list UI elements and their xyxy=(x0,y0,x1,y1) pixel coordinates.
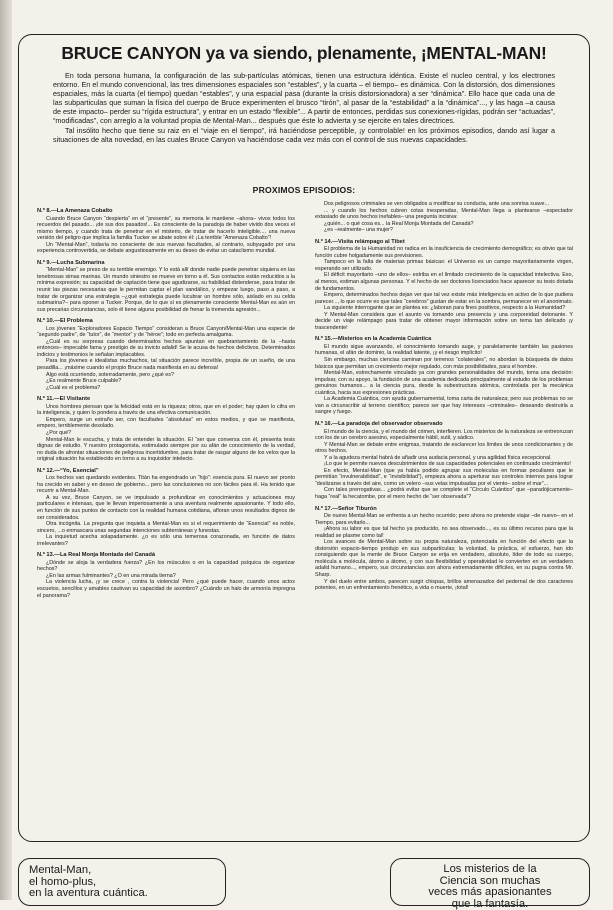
episode-paragraph: Los jóvenes “Exploradores Espacio Tiempo” consideran a Bruce Canyon/Mental-Man una especie de “segundo padre”, de “tutor”, de “mentor” y de “héroe”; todo en perfecta amalgama. xyxy=(37,325,295,339)
left-column xyxy=(37,208,295,604)
episode-heading: N.º 10.—El Problema xyxy=(37,318,93,325)
bottom-right-line: Los misterios de la xyxy=(443,863,537,875)
episode-paragraph: Los hechos van quedando evidentes. Titán ha engendrado un “hijo”: esencia pura. El nuevo ser pronto ha crecido en saber y en deseo de gobierno... pero las conclusiones no son fáciles para él. Ha tenido que recurrir a Mental-Man. xyxy=(37,475,295,495)
episode-paragraph: ¡Lo que le permite nuevos descubrimientos de sus capacidades potenciales en continuado crecimiento! xyxy=(324,461,571,468)
episode-paragraph: De nuevo Mental-Man se enfrenta a un hecho ocurrido; pero ahora no pretende viajar –de nuevo– en el Tiempo, para evitarlo... xyxy=(315,513,573,526)
intro-paragraph: Tal insólito hecho que tiene su raiz en el “viaje en el tiempo”, irá haciéndose perceptible, ¡y controlable! en los próximos episodios, dando así lugar a situaciones de alta novedad, en las cuales Bruce Canyon va haciéndose cada vez más con el control de sus nuevas capacidades. xyxy=(53,125,555,144)
episode-paragraph: La inquietud acecha solapadamente. ¿o es sólo una temerosa corazonada, en función de datos irrelevantes? xyxy=(37,534,295,547)
intro-paragraph: En toda persona humana, la configuración de las sub-partículas atómicas, tienen una estructura idéntica. Existe el nucleo central, y los electrones entorno. En el mundo convencional, las tres dimensiones espaciales son “estables”, y la cuarta – el tiempo– es dinámica. Con la distorsión, dos dimensiones espaciales, más la cuarta (el tiempo) quedan “estables”, y una espacial pasa (durante la crisis distorsionadora) a ser “dinámica”. Ello hace que cada una de las subparticulas que suman la física del cuerpo de Bruce experimenten el brusco “tirón”, al pasar de la “estabilidad” a la “dinámica”..., y las haga –a causa de este impacto– perder su “rígida estructura”, y entrar en un estado “flexible”... A partir de entonces, perdidas sus conexiones-rígidas, podrán ser “actuadas”, “modificadas”, con arreglo a la voluntad propia de Mental-Man... después que éste lo advierta y se ejercite en tales directrices. xyxy=(53,71,555,126)
episode-paragraph: Los avances de Mental-Man sobre su propia naturaleza, potenciada en función del efecto que la distorsión espacio-tiempo produjo en sus subpartículas; la voluntad, la práctica, el esfuerzo, han ido consiguiendo que la mente de Bruce Canyon se erija en verdadero, absoluto, líder de todo su cuerpo, molécula a molécula, átomo a átomo, y con sus flexibilidad y operatividad le convierten en un verdadero adalid humano..., empero, sus circunstancias son ahora extremadamente difíciles, en su pugna contra Mr. Sharp. xyxy=(315,539,573,578)
episode-paragraph: La siguiente interrogante que se plantea es: ¿laboran para fines positivos, respecto a la Humanidad? xyxy=(324,305,566,312)
episode-paragraph: Y Mental-Man considera que el asunto va tomando una presencia y una corporeidad detonante. Y decide un viaje relámpago para tratar de obtener mayor información sobre un tema tan delicado ¡y trascendente! xyxy=(315,311,573,331)
bottom-right-line: veces más apasionantes xyxy=(428,886,552,899)
episode-paragraph: Empero, determinados hechos dejan ver que tal vez existe más inteligencia en activo de lo que pudiera parecer..., lo que ocurre es que tales “cerebros” gustan de estar en la sombra, permanecer en el anonimato. xyxy=(315,292,573,305)
episode-paragraph: “Mental-Man” se preso de su terrible enemigo. Y lo está allí donde nadie puede penetrar siquiera en las tenebrosas simas marinas. Un mundo siniestro se mueve en torno a él. Sus contactos están reducidos a la mínima expresión; su capacidad de captación tiene que agudizarse, su habilidad distenderse, para tratar de reunir las piezas necesarias que le permitan captar el plan vandálico, y empezar luego, paso a paso, a tratar de organizar una estrategia –¿qué estrategia puede lucubrar un hombre sólo, aislado en su celda submarina?– para oponer a Tucker. Porque, de lo que sí es plenamente consciente Mental-Man es aún en sus precarias circunstancias, solo él tiene alguna posibilidad de frenar la tremenda agresión... xyxy=(37,267,295,313)
episode-paragraph: Sin embargo, muchas ciencias caminan por terrenos “colaterales”, no abordan la búsqueda de datos básicos que permitan un crecimiento mejor regulado, con más posibilidades, para el hombre. xyxy=(315,357,573,370)
episode-paragraph: Cuando Bruce Canyon “despierta” en el “presente”, su memoria le mantiene –ahora– vivos todos los recuerdos del pasado... ¡de sus dos pasados!... Es consciente de la paradoja de haber vivido dos veces el mismo tiempo, y cuando trata de penetrar en el misterio, de tratar de hacerlo inteligible..., una nueva versión del peligro que implica la familia Tucker se abate sobre él: ¡La terrible “Amenaza Cobalto”! xyxy=(37,215,295,242)
proximos-heading: PROXIMOS EPISODIOS: xyxy=(252,185,356,195)
episode-paragraph: Tampoco en la falta de materias primas básicas: el Universo es un campo mayoritariamente virgen, esperando ser utilizado. xyxy=(315,259,573,272)
episode-paragraph: Empero, surge un extraño ser, con facultades “absolutas” en estos medios, y que se manifiesta, empero, terriblemente desolado. xyxy=(37,416,295,430)
episode-paragraph: El déficit mayoritario –uno de ellos– estriba en el limitado crecimiento de la capacidad intelectiva. Eso, al menos, estiman algunas personas. Y el hecho de ser doctores licenciados hace aparecer su tesis dotada de fundamentos. xyxy=(315,272,573,292)
bottom-right-line: Ciencia son muchas xyxy=(439,874,541,887)
episode-paragraph: ¡Ahora su labor es que tal hecho ya producido, no sea observado..., es su último recurso para que la realidad se plasme como tal! xyxy=(315,526,573,539)
episode-paragraph: Y Mental-Man se debate entre enigmas, tratando de esclarecer los límites de unos condicionantes y de otros hechos. xyxy=(315,441,573,455)
episode-entry xyxy=(315,201,573,234)
episode-paragraph: ¿Cuál es su sorpresa cuando determinados hechos apuntan en quebrantamiento de la –hasta entonces– impecable fama y prestigio de su invicto adalid! Se le acusa de hechos delictivos. Determinados indicios y testimonios le señalan implacables. xyxy=(37,338,295,358)
episode-paragraph: Mental-Man, estrechamente vinculado ya con grandes personalidades del mundo, toma una decisión: impulsar, con su apoyo, la fundación de una academia dedicada principalmente al estudio de los problemas genuinos humanos... a la ciencia pura, desde la subestructura atómica, controlada por la mecánica cuántica, hacia sus expresiones prácticas. xyxy=(315,370,573,396)
episode-paragraph: ¿Cuál es el problema? xyxy=(46,384,101,391)
episode-paragraph: ... y cuando los hechos cubren cotas inesperadas, Mental-Man llega a plantearse –espectador extasiado de unos hechos inefables– una pregunta incisiva: xyxy=(315,207,573,221)
bottom-right-box xyxy=(390,858,590,910)
intro-text xyxy=(53,71,555,144)
episode-paragraph: ¿En las armas fulminantes? ¿O en una mirada tierna? xyxy=(46,572,176,579)
episode-paragraph: Algo está ocurriendo, soterradamente, pero ¿qué es? xyxy=(46,371,174,378)
episode-heading: N.º 17.—Señor Tiburón xyxy=(315,505,377,512)
episode-paragraph: El mundo de la ciencia, y el mundo del crimen, interfieren. Los misterios de la naturaleza se entreoruzan con los de un cerebro asesino, especialmente hábil, sutil, y sádico. xyxy=(315,428,573,442)
episode-heading: N.º 15.—Misterios en la Academia Cuántica xyxy=(315,336,432,343)
episode-paragraph: La Academia Cuántica, con ayuda gubernamental, toma carta de naturaleza; pero sus problemas no se van a circunscribir al terreno científico; parece ser que hay intereses –criminales– deseando destruirla a sangre y fuego. xyxy=(315,396,573,416)
episode-heading: N.º 8.—La Amenaza Cobalto xyxy=(37,208,113,214)
episode-paragraph: La violencia lucha, ¡y se crece , contra la violencia! Pero ¿qué puede hacer, cuando unos actos escuetos, sencillos y amables cautivan su capacidad de asombro? ¿Cuándo un halo de armonía impregna el panorama? xyxy=(37,579,295,599)
bottom-left-line: Mental-Man, xyxy=(29,864,92,876)
episode-paragraph: ¿Dónde se aloja la verdadera fuerza? ¿En los músculos o en la capacidad psíquica de organizar hechos? xyxy=(37,559,295,573)
episode-paragraph: Dos peligrosos criminales se ven obligados a modificar su conducta, ante una sonrisa suave... xyxy=(324,201,550,207)
main-frame xyxy=(18,34,590,842)
episode-paragraph: El problema de la Humanidad no radica en la insuficiencia de crecimiento demográfico; es obvio que tal función cubre holgadamente sus previsiones. xyxy=(315,246,573,259)
episode-entry xyxy=(37,260,295,313)
episode-paragraph: Mental-Man le escucha, y trata de entender la situación. El “ser que conversa con él, presenta tesis dignas de estudio. Y nuestro protagonista, estimulado siempre por su afán de conocimiento de la verdad, no duda de afrontar situaciones de peligrosa incertidumbre, para tratar de rasgar alguno de los velos que la original situación ha establecido en torno a su inquisidor intelecto. xyxy=(37,436,295,463)
page-title: BRUCE CANYON ya va siendo, plenamente, ¡MENTAL-MAN! xyxy=(61,43,547,63)
page-edge-shadow xyxy=(0,0,12,900)
episode-paragraph: Para los jóvenes e idealistas muchachos, tal situación parece increíble, propia de un sueño, de una pesadilla... ¡máxime cuando el propio Bruce nada manifiesta en su defensa! xyxy=(37,358,295,372)
episode-paragraph: ¿quién... o qué cosa es... la Real Monja Montada del Canadá? xyxy=(324,220,474,227)
bottom-left-box xyxy=(18,858,226,906)
episode-heading: N.º 12.—“Yo, Esencial” xyxy=(37,467,99,474)
episode-heading: N.º 16.—La paradoja del observador observado xyxy=(315,420,443,427)
episode-paragraph: Con tales prerrogativas... ¿podrá evitar que se complete el “Círculo Cuántico” que –paradójicamente– haga “real” la hecatombe, por el mero hecho de “ser observada”? xyxy=(315,487,573,500)
episode-paragraph: ¿Por qué? xyxy=(46,429,72,436)
episode-entry xyxy=(315,506,573,592)
bottom-left-line: el homo-plus, xyxy=(29,875,97,888)
episode-heading: N.º 14.—Visita relámpago al Tibet xyxy=(315,238,405,245)
episode-entry xyxy=(37,208,295,255)
episode-paragraph: Un “Mental-Man”, todavía no consciente de sus nuevas facultades, al contrario, subyugado por una experiencia controvertida, se debate angustiosamente en su deseo de evitar un cataclismo mundial. xyxy=(37,241,295,255)
episode-paragraph: Y del duelo entre ambos, parecen surgir chispas, brillos amenazados del pedernal de dos caracteres potentes, en un enfrentamiento frenético, a vida o muerte, ¡total! xyxy=(315,578,573,592)
bottom-left-line: en la aventura cuántica. xyxy=(29,887,148,900)
episode-entry xyxy=(37,468,295,548)
episode-paragraph: El mundo sigue avanzando, el conocimiento tomando auge, y paralelamente también las pasiones humanas, el afán de dominio, la realidad latente, ¡y el riesgo implícito! xyxy=(315,343,573,357)
bottom-right-line: que la fantasía. xyxy=(451,897,529,910)
episode-paragraph: En efecto, Mental-Man (que ya había podido agrupar sus moleculas en formas peculiares que le permitían “invulnerabilidad”, e “invisibilidad”), empieza ahora a aperturar sus controles internos para lograr “deslizarse a través del aire, como un velero –sus velas impulsadas por el viento– sobre el mar”... xyxy=(315,467,573,487)
episode-paragraph: A su vez, Bruce Canyon, se ve impulsado a profundizar en conocimientos y actuaciones muy particulares e intensas, que le llevan imperiosamente a una aventura realmente apasionante. Y todo ello, en función de sus puntos de contacto con la realidad humana cotidiana, afloran unos resultados dignos de ser considerados. xyxy=(37,494,295,521)
episode-paragraph: Y a la agudeza mental habrá de añadir una audacia personal, y una agilidad física excepcional. xyxy=(324,454,552,461)
episode-paragraph: ¿es –realmente– una mujer? xyxy=(324,227,393,234)
episode-heading: N.º 13.—La Real Monja Montada del Canadá xyxy=(37,552,156,559)
episode-heading: N.º 9.—Lucha Submarina xyxy=(37,259,105,266)
episode-entry xyxy=(315,421,573,501)
right-column xyxy=(315,201,573,597)
episode-entry xyxy=(315,336,573,416)
episode-entry xyxy=(37,396,295,462)
episode-entry xyxy=(315,239,573,332)
episode-paragraph: Otra incógnita. La pregunta que inquieta a Mental-Man es si el requerimiento de “Esencial” es noble, sincero, ...o enmascara unas segundas intenciones subterráneas y funestas. xyxy=(37,521,295,534)
episode-heading: N.º 11.—El Visitante xyxy=(37,396,91,403)
episode-entry xyxy=(37,552,295,599)
episode-paragraph: Unos hombres piensan que la felicidad está en la riqueza; otros, que en el poder; hay quien lo cifra en la inteligencia, y quien lo pondera a través de una efectiva comunicación. xyxy=(37,403,295,417)
episode-entry xyxy=(37,318,295,391)
episode-paragraph: ¿Es realmente Bruce culpable? xyxy=(46,378,122,385)
